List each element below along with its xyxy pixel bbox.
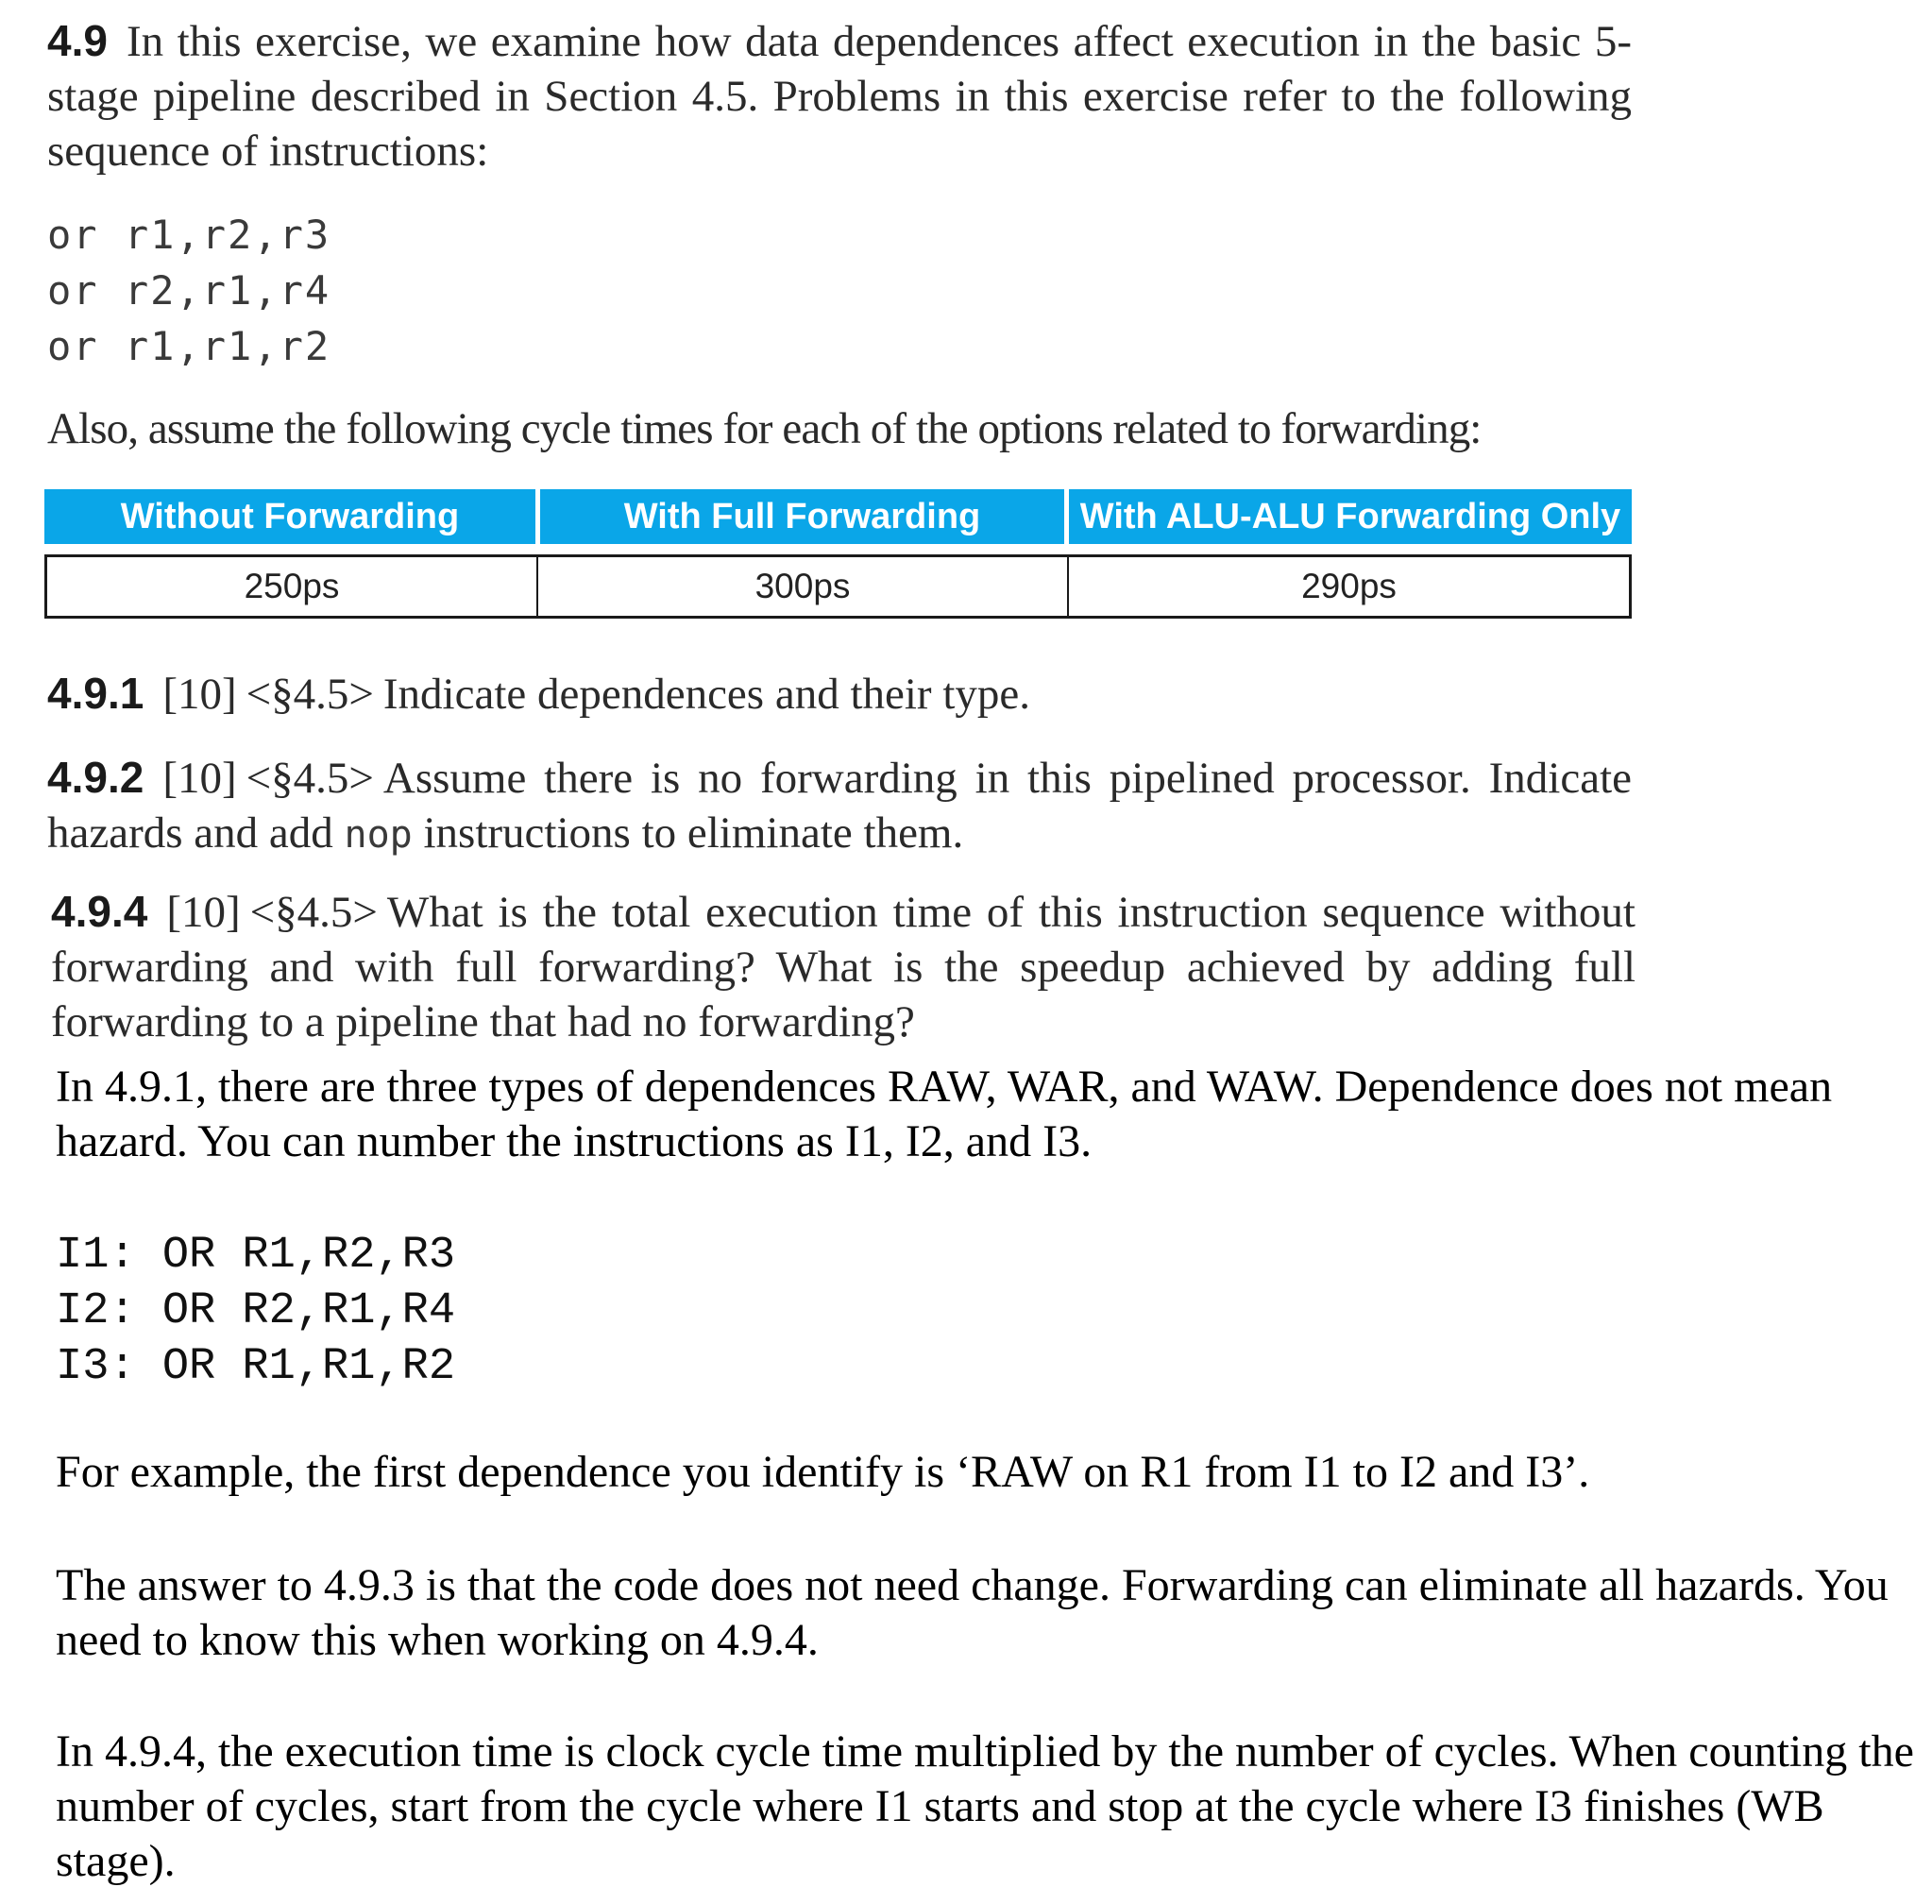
problem-4-9-2 — [47, 750, 1632, 862]
code-line: or r1,r2,r3 — [47, 212, 331, 258]
table-header-cell: Without Forwarding — [44, 489, 535, 544]
problem-text: Indicate dependences and their type. — [382, 670, 1030, 719]
table-cell: 300ps — [538, 557, 1069, 616]
table-cell: 290ps — [1301, 567, 1397, 605]
problem-section: <§4.5> — [249, 888, 378, 937]
code-line: I2: OR R2,R1,R4 — [56, 1286, 456, 1336]
assume-text: Also, assume the following cycle times for each of the options related to forwarding: — [47, 404, 1482, 453]
problem-points: [10] — [162, 754, 237, 803]
code-listing — [47, 207, 330, 374]
exercise-intro-text: In this exercise, we examine how data dependences affect execution in the basic 5-stage pipeline described in Section 4.5. Problems in this exercise refer to the following sequence of instructions: — [47, 17, 1632, 176]
problem-4-9-4 — [51, 884, 1635, 1049]
problem-text-after: instructions to eliminate them. — [423, 808, 964, 858]
note-2: For example, the first dependence you identify is ‘RAW on R1 from I1 to I2 and I3’. — [56, 1447, 1590, 1497]
problem-4-9-1 — [47, 666, 1632, 722]
note-1: In 4.9.1, there are three types of dependences RAW, WAR, and WAW. Dependence does not mean hazard. You can number the instructions as I1, I2, and I3. — [56, 1062, 1833, 1166]
code-line: or r1,r1,r2 — [47, 323, 331, 369]
exercise-number: 4.9 — [47, 16, 108, 65]
exercise-intro — [47, 13, 1632, 178]
table-cell: 250ps — [47, 557, 538, 616]
cycle-time-table-row — [44, 554, 1632, 619]
code-line: I1: OR R1,R2,R3 — [56, 1231, 456, 1281]
problem-number: 4.9.2 — [47, 753, 144, 802]
table-header-cell: With Full Forwarding — [540, 489, 1064, 544]
code-line: I3: OR R1,R1,R2 — [56, 1342, 456, 1392]
problem-section: <§4.5> — [246, 754, 374, 803]
notes-code-listing — [56, 1228, 455, 1395]
problem-number: 4.9.4 — [51, 887, 148, 936]
problem-points: [10] — [166, 888, 241, 937]
problem-points: [10] — [162, 670, 237, 719]
note-3: The answer to 4.9.3 is that the code does not need change. Forwarding can eliminate all hazards. You need to know this when working on 4.9.4. — [56, 1560, 1889, 1665]
note-4: In 4.9.4, the execution time is clock cycle time multiplied by the number of cycles. When counting the number of cycles, start from the cycle where I1 starts and stop at the cycle where I3 finishes (WB stage). — [56, 1726, 1914, 1886]
problem-text: What is the total execution time of this instruction sequence without forwarding and with full forwarding? What is the speedup achieved by adding full forwarding to a pipeline that had no forwarding? — [51, 888, 1635, 1046]
problem-section: <§4.5> — [246, 670, 374, 719]
code-line: or r2,r1,r4 — [47, 267, 331, 314]
table-header-cell: With ALU-ALU Forwarding Only — [1069, 489, 1632, 544]
problem-text: Assume there is no forwarding in this pipelined processor. Indicate hazards and add — [47, 754, 1632, 858]
cycle-time-table-header — [44, 489, 1632, 544]
problem-number: 4.9.1 — [47, 669, 144, 718]
nop-code: nop — [344, 813, 413, 857]
